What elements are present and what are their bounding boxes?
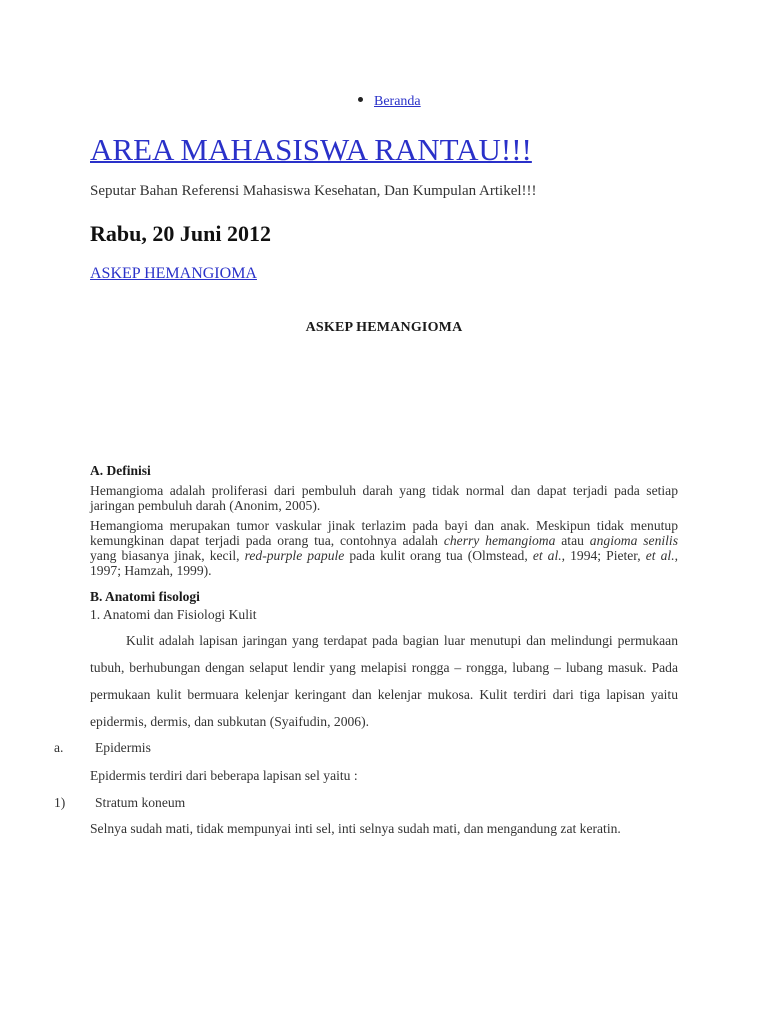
definition-paragraph-1: Hemangioma adalah proliferasi dari pembuluh darah yang tidak normal dan dapat terjadi pada setiap jaringan pembuluh darah (Anonim, 2005). (90, 483, 678, 513)
section-b-heading: B. Anatomi fisologi (90, 589, 200, 604)
stratum-koneum-paragraph: Selnya sudah mati, tidak mempunyai inti sel, inti selnya sudah mati, dan mengandung zat keratin. (90, 821, 621, 836)
post-title-link[interactable]: ASKEP HEMANGIOMA (90, 265, 257, 282)
kulit-paragraph: Kulit adalah lapisan jaringan yang terdapat pada bagian luar menutupi dan melindungi permukaan tubuh, berhubungan dengan selaput lendir yang melapisi rongga – rongga, lubang – lubang masuk. Pada permukaan kulit bermuara kelenjar keringant dan kelenjar mukosa. Kulit terdiri dari tiga lapisan yaitu epidermis, dermis, dan subkutan (Syaifudin, 2006). (90, 633, 678, 729)
epidermis-label: Epidermis (95, 740, 151, 755)
subsection-1-heading: 1. Anatomi dan Fisiologi Kulit (90, 607, 257, 622)
list-marker-a: a. (54, 740, 64, 755)
epidermis-paragraph: Epidermis terdiri dari beberapa lapisan sel yaitu : (90, 768, 358, 783)
nav-menu (358, 94, 421, 110)
list-marker-1: 1) (54, 795, 66, 810)
nav-link-beranda[interactable]: Beranda (374, 94, 421, 109)
post-heading: ASKEP HEMANGIOMA (305, 320, 463, 335)
site-tagline: Seputar Bahan Referensi Mahasiswa Kesehatan, Dan Kumpulan Artikel!!! (90, 183, 537, 199)
stratum-koneum-label: Stratum koneum (95, 795, 186, 810)
bullet-icon (358, 97, 363, 102)
post-date: Rabu, 20 Juni 2012 (90, 221, 271, 246)
section-a-heading: A. Definisi (90, 463, 151, 478)
definition-paragraph-2: Hemangioma merupakan tumor vaskular jinak terlazim pada bayi dan anak. Meskipun tidak menutup kemungkinan dapat terjadi pada orang tua, contohnya adalah cherry hemangioma atau angioma senilis yang biasanya jinak, kecil, red-purple papule pada kulit orang tua (Olmstead, et al., 1994; Pieter, et al., 1997; Hamzah, 1999). (90, 518, 678, 578)
site-title-link[interactable]: AREA MAHASISWA RANTAU!!! (90, 132, 532, 167)
